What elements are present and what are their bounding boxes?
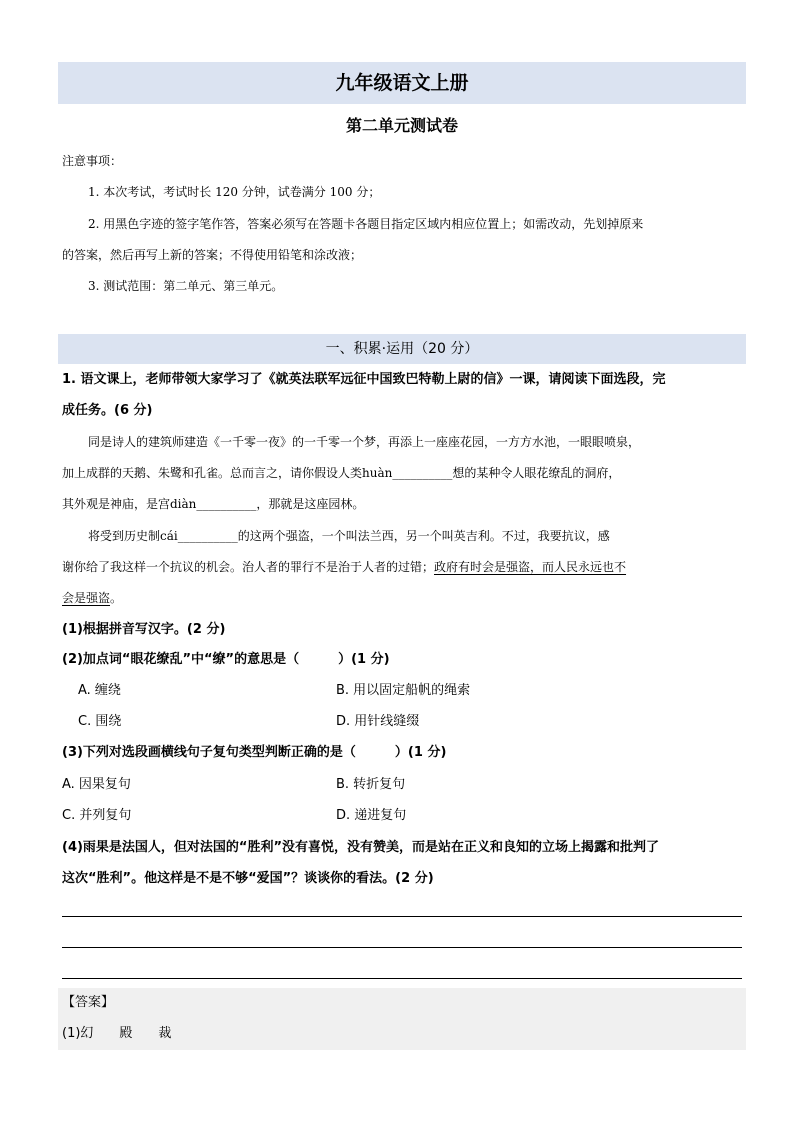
notice-item-2-line-2: 的答案，然后再写上新的答案；不得使用铅笔和涂改液； [62,248,363,262]
answer-line-1: (1)幻 殿 裁 [62,1026,172,1041]
answer-label: 【答案】 [62,995,115,1010]
option-c: C. 并列复句 [62,808,132,823]
notice-item-1: 1. 本次考试，考试时长 120 分钟，试卷满分 100 分； [88,185,381,199]
option-c: C. 围绕 [78,714,122,729]
section-heading: 一、积累·运用（20 分） [58,334,746,364]
option-b: B. 转折复句 [336,777,406,792]
underlined-sentence: 会是强盗 [62,591,111,605]
page-title: 九年级语文上册 [58,62,746,104]
sub-question-4-line-1: (4)雨果是法国人，但对法国的“胜利”没有喜悦，没有赞美，而是站在正义和良知的立场上揭露和批判了 [62,840,660,855]
answer-line [62,978,742,979]
page-subtitle: 第二单元测试卷 [345,116,458,135]
option-d: D. 递进复句 [336,808,407,823]
sub-question-3: (3)下列对选段画横线句子复句类型判断正确的是（ ）(1 分) [62,745,447,760]
passage-line-5 [62,557,626,577]
sub-question-2: (2)加点词“眼花缭乱”中“缭”的意思是（ ）(1 分) [62,652,390,667]
passage-text: 。 [110,591,123,605]
option-d: D. 用针线缝缀 [336,714,420,729]
answer-line [62,916,742,917]
question-1-stem-line-1: 1. 语文课上，老师带领大家学习了《就英法联军远征中国致巴特勒上尉的信》一课，请阅读下面选段，完 [62,372,666,387]
option-a: A. 缠绕 [78,683,121,698]
notice-item-2-line-1: 2. 用黑色字迹的签字笔作答，答案必须写在答题卡各题目指定区域内相应位置上；如需改动，先划掉原来 [88,217,644,231]
underlined-sentence: 政府有时会是强盗，而人民永远也不 [434,560,627,574]
passage-line-6 [62,588,122,608]
answer-line [62,947,742,948]
option-a: A. 因果复句 [62,777,131,792]
sub-question-4-line-2: 这次“胜利”。他这样是不是不够“爱国”？谈谈你的看法。(2 分) [62,871,434,886]
passage-line-2: 加上成群的天鹅、朱鹭和孔雀。总而言之，请你假设人类huàn__________想的某种令人眼花缭乱的洞府， [62,466,621,480]
passage-line-3: 其外观是神庙，是宫diàn__________，那就是这座园林。 [62,497,365,511]
passage-text: 谢你给了我这样一个抗议的机会。治人者的罪行不是治于人者的过错； [62,560,435,574]
notice-item-3: 3. 测试范围：第二单元、第三单元。 [88,279,284,293]
question-1-stem-line-2: 成任务。(6 分) [62,403,153,418]
sub-question-1: (1)根据拼音写汉字。(2 分) [62,622,226,637]
option-b: B. 用以固定船帆的绳索 [336,683,471,698]
notice-heading: 注意事项： [62,154,123,168]
passage-line-1: 同是诗人的建筑师建造《一千零一夜》的一千零一个梦，再添上一座座花园，一方方水池，一眼眼喷泉， [88,435,641,449]
passage-line-4: 将受到历史制cái__________的这两个强盗，一个叫法兰西，另一个叫英吉利。不过，我要抗议，感 [88,529,610,543]
